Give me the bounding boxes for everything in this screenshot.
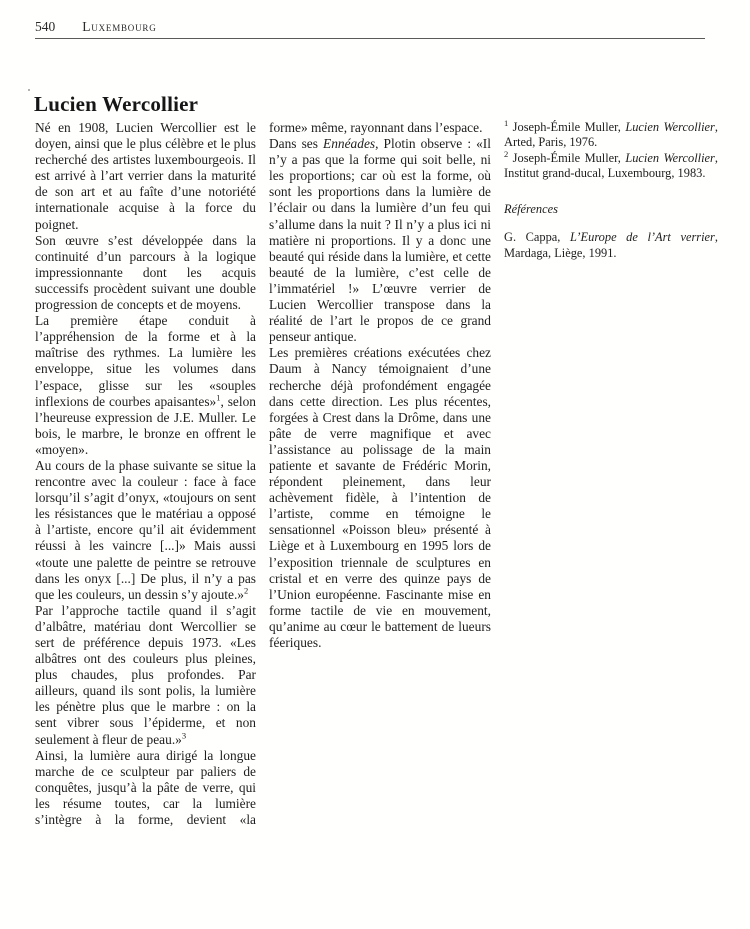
footnote-marker-1: 1 bbox=[216, 392, 221, 403]
cited-title: L’Europe de l’Art verrier bbox=[570, 230, 715, 245]
page-header bbox=[35, 19, 705, 39]
references-heading: Références bbox=[504, 202, 558, 217]
page-number: 540 bbox=[35, 19, 56, 34]
paragraph: Né en 1908, Lucien Wercollier est le doyen, ainsi que le plus célèbre et le plus recherché des artistes luxembourgeois. Il est arrivé à l’art verrier dans la maturité de son art et au faîte d’une notoriété internationale acquise à la force du poignet. bbox=[35, 120, 256, 232]
reference-entry: G. Cappa, L’Europe de l’Art verrier, Mardaga, Liège, 1991. bbox=[504, 230, 718, 260]
section-name: Luxembourg bbox=[82, 19, 157, 34]
footnote-marker-2: 2 bbox=[244, 585, 249, 596]
footnote-marker-3: 3 bbox=[181, 730, 187, 741]
footnote-number: 2 bbox=[504, 148, 509, 159]
paragraph: Par l’approche tactile quand il s’agit d’albâtre, matériau dont Wercollier se sert de préférence depuis 1973. «Les albâtres ont des couleurs plus pleines, plus chaudes, plus profondes. Par ailleurs, quand ils sont polis, la lumière les pénètre plus que le marbre : on la sent vibrer sous l’épiderme, et non seulement à fleur de peau.»$^3$ bbox=[35, 602, 256, 747]
cited-title: Lucien Wercollier bbox=[625, 150, 715, 165]
text-column-1 bbox=[35, 120, 256, 828]
notes-column bbox=[504, 117, 718, 261]
cited-title: Lucien Wercollier bbox=[625, 120, 715, 134]
paragraph: Dans ses Ennéades, Plotin observe : «Il n’y a pas que la forme qui soit belle, ni les proportions; car où est la forme, où sont les proportions dans la lumière de l’éclair ou dans la lumière d’un feu qui s’allume dans la nuit ? Il n’y a plus ici ni matière ni proportions. Il y a donc une beauté qui réside dans la lumière, et cette beauté de la lumière, c’est celle de l’immatériel !» L’œuvre verrier de Lucien Wercollier transpose dans la réalité de l’art le propos de ce grand penseur antique. bbox=[269, 136, 491, 345]
text-column-2 bbox=[269, 120, 491, 651]
scan-artifact-dot bbox=[28, 89, 30, 91]
paragraph: Ainsi, la lumière aura dirigé la longue marche de ce sculpteur par paliers de conquêtes, jusqu’à la pâte de verre, qui les résume toutes, car la lumière s’intègre à la forme, devient «la bbox=[35, 747, 256, 828]
paragraph: Les premières créations exécutées chez Daum à Nancy témoignaient d’une recherche déjà profondément engagée dans cette direction. Les plus récentes, forgées à Crest dans la Drôme, dans une pâte de verre magnifique et avec l’assistance au polissage de la main patiente et savante de Frédéric Morin, répondent pleinement, dans leur achèvement fidèle, à l’intention de l’artiste, comme en témoigne le sensationnel «Poisson bleu» présenté à Liège et à Luxembourg en 1995 lors de l’exposition triennale de sculptures en cristal et en verre des quinze pays de l’Union européenne. Fascinante mise en forme tactile de vie en mouvement, qu’anime au cœur le battement de lueurs féeriques. bbox=[269, 345, 491, 650]
book-title-italic: Ennéades bbox=[323, 136, 376, 152]
article-title: Lucien Wercollier bbox=[34, 92, 199, 117]
footnote-number: 1 bbox=[504, 117, 509, 128]
paragraph: forme» même, rayonnant dans l’espace. bbox=[269, 120, 483, 135]
footnote: $^2$ Joseph-Émile Muller, Lucien Wercollier, Institut grand-ducal, Luxembourg, 1983. bbox=[504, 148, 718, 180]
paragraph: Son œuvre s’est développée dans la continuité d’un parcours à la logique impressionnante dont les acquis successifs procèdent suivant une double progression de concepts et de moyens. bbox=[35, 232, 256, 313]
paragraph: Au cours de la phase suivante se situe la rencontre avec la couleur : face à face lorsqu’il s’agit d’onyx, «toujours on sent les résistances que le matériau a opposé à l’artiste, encore qu’il ait évidemment réussi à les vaincre [...]» Mais aussi «toute une palette de peintre se retrouve dans les onyx [...] De plus, il n’y a pas que les couleurs, un dessin s’y ajoute.»$^2$ bbox=[35, 457, 256, 602]
footnote: $^1$ Joseph-Émile Muller, Lucien Wercollier, Arted, Paris, 1976. bbox=[504, 117, 718, 150]
paragraph: La première étape conduit à l’appréhension de la forme et à la maîtrise des rythmes. La lumière les enveloppe, situe les volumes dans l’espace, glisse sur les «souples inflexions de courbes apaisantes»$^1$, selon l’heureuse expression de J.E. Muller. Le bois, le marbre, le bronze en offrent le «moyen». bbox=[35, 313, 256, 457]
